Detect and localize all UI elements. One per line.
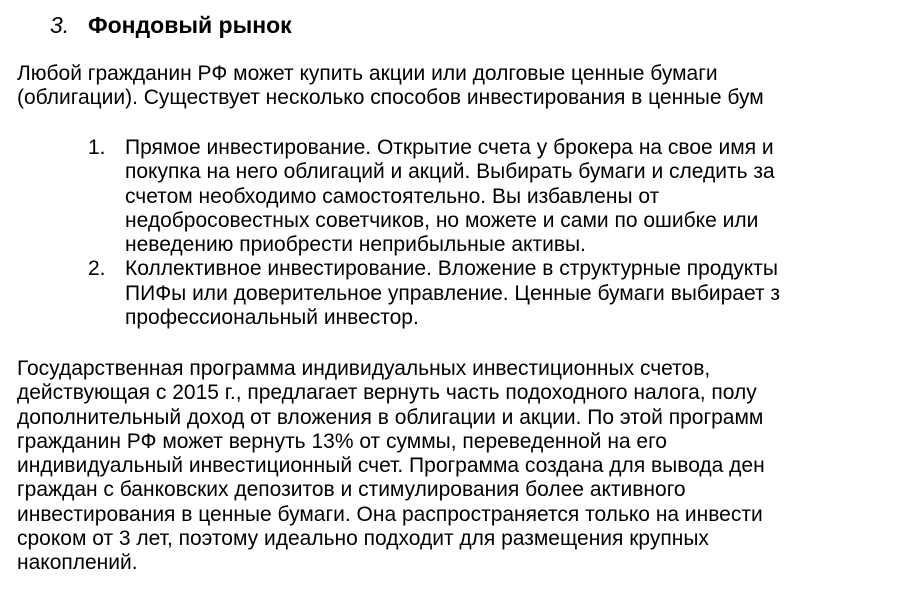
program-paragraph bbox=[17, 357, 765, 576]
program-line: действующая с 2015 г., предлагает вернуть часть подоходного налога, полу bbox=[17, 381, 757, 405]
list-item-line: счетом необходимо самостоятельно. Вы избавлены от bbox=[125, 184, 660, 208]
program-line: накоплений. bbox=[17, 551, 138, 575]
list-item-line: ПИФы или доверительное управление. Ценные бумаги выбирает з bbox=[125, 281, 781, 305]
program-line: граждан с банковских депозитов и стимулирования более активного bbox=[17, 478, 686, 502]
program-line: индивидуальный инвестиционный счет. Программа создана для вывода ден bbox=[17, 454, 765, 478]
methods-list-item bbox=[88, 136, 780, 257]
intro-line: (облигации). Существует несколько способов инвестирования в ценные бум bbox=[17, 86, 764, 110]
program-line: сроком от 3 лет, поэтому идеально подходит для размещения крупных bbox=[17, 527, 709, 551]
intro-line: Любой гражданин РФ может купить акции или долговые ценные бумаги bbox=[17, 62, 718, 85]
intro-paragraph bbox=[17, 62, 764, 111]
list-marker: 1. bbox=[88, 136, 106, 159]
section-title: Фондовый рынок bbox=[88, 12, 292, 38]
list-marker: 2. bbox=[88, 257, 106, 281]
section-number: 3. bbox=[50, 12, 70, 38]
list-item-line: профессиональный инвестор. bbox=[125, 306, 419, 330]
methods-list-item bbox=[88, 257, 780, 330]
program-line: инвестирования в ценные бумаги. Она распространяется только на инвести bbox=[17, 502, 763, 526]
program-line: Государственная программа индивидуальных инвестиционных счетов, bbox=[17, 357, 711, 380]
section-heading bbox=[50, 10, 292, 40]
list-item-line: неведению приобрести неприбыльные активы. bbox=[125, 233, 586, 257]
list-item-line: Коллективное инвестирование. Вложение в структурные продукты bbox=[125, 257, 778, 281]
methods-list bbox=[88, 136, 780, 330]
program-line: гражданин РФ может вернуть 13% от суммы, переведенной на его bbox=[17, 429, 667, 453]
list-item-line: покупка на него облигаций и акций. Выбирать бумаги и следить за bbox=[125, 160, 775, 184]
list-item-line: недобросовестных советчиков, но можете и сами по ошибке или bbox=[125, 208, 759, 232]
list-item-line: Прямое инвестирование. Открытие счета у брокера на свое имя и bbox=[125, 136, 774, 159]
program-line: дополнительный доход от вложения в облигации и акции. По этой программ bbox=[17, 405, 764, 429]
